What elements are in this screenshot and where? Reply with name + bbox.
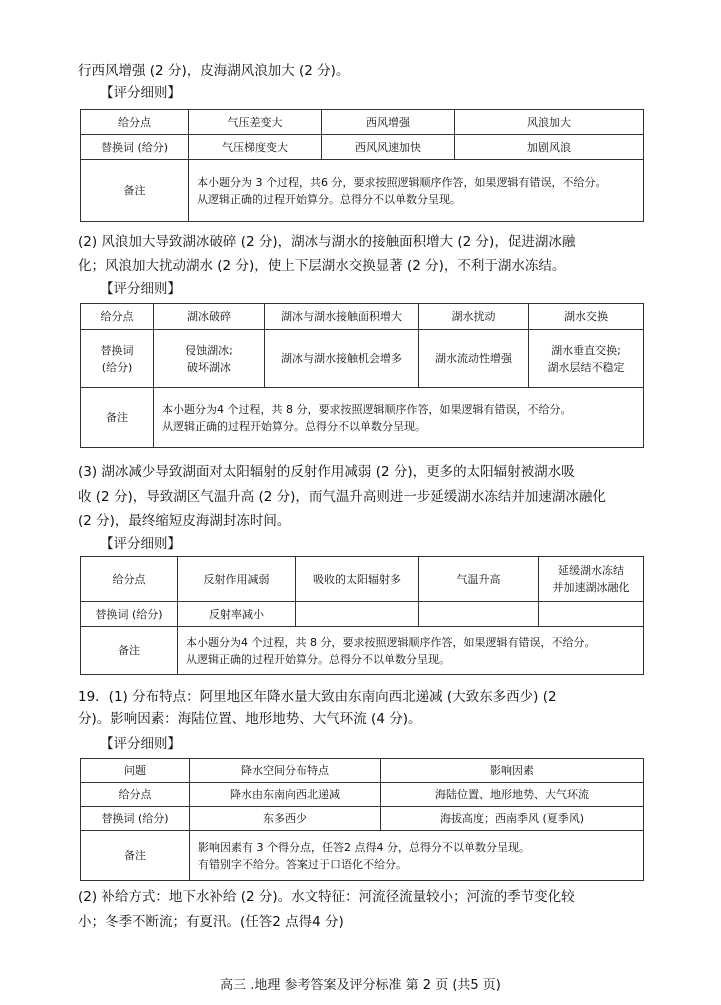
note-line: 从逻辑正确的过程开始算分。总得分不以单数分呈现。	[186, 652, 450, 666]
table-cell	[539, 557, 644, 602]
scoring-table-2	[80, 303, 644, 448]
table-cell: 湖冰与湖水接触机会增多	[265, 330, 419, 388]
note-label: 备注	[81, 831, 190, 881]
paragraph-line: (3) 湖冰减少导致湖面对太阳辐射的反射作用减弱 (2 分)，更多的太阳辐射被湖水吸	[78, 464, 575, 480]
table-cell: 海拔高度；西南季风 (夏季风)	[381, 807, 644, 831]
table-cell	[419, 602, 539, 627]
scoring-heading-3: 【评分细则】	[100, 536, 181, 552]
page-footer: 高三 .地理 参考答案及评分标准 第 2 页 (共5 页)	[220, 978, 501, 993]
table-cell: 给分点	[81, 783, 190, 807]
table-cell: 湖水交换	[529, 304, 644, 330]
cell-line: 延缓湖水冻结	[558, 564, 624, 577]
table-cell: 湖水扰动	[419, 304, 529, 330]
table-cell: 加剧风浪	[455, 135, 644, 160]
note-line: 本小题分为 3 个过程，共6 分，要求按照逻辑顺序作答，如果逻辑有错误，不给分。	[197, 175, 607, 189]
paragraph-line: 收 (2 分)，导致湖区气温升高 (2 分)，而气温升高则进一步延缓湖水冻结并加速湖冰融化	[78, 489, 606, 505]
paragraph-line: (2 分)，最终缩短皮海湖封冻时间。	[78, 513, 291, 529]
note-label: 备注	[81, 160, 189, 222]
table-cell: 东多西少	[190, 807, 381, 831]
table-cell: 湖冰与湖水接触面积增大	[265, 304, 419, 330]
scoring-heading-4: 【评分细则】	[100, 736, 181, 752]
table-cell: 给分点	[81, 110, 189, 135]
table-cell: 反射率减小	[178, 602, 296, 627]
table-cell: 替换词 (给分)	[81, 807, 190, 831]
paragraph-line: 化；风浪加大扰动湖水 (2 分)，使上下层湖水交换显著 (2 分)，不利于湖水冻结。	[78, 258, 566, 274]
note-label: 备注	[81, 627, 178, 675]
table-cell	[81, 330, 154, 388]
table-cell: 海陆位置、地形地势、大气环流	[381, 783, 644, 807]
scoring-table-3	[80, 556, 644, 675]
note-line: 本小题分为4 个过程，共 8 分，要求按照逻辑顺序作答，如果逻辑有错误，不给分。	[186, 635, 596, 649]
note-line: 有错别字不给分。答案过于口语化不给分。	[198, 857, 407, 871]
paragraph-line: 19．(1) 分布特点：阿里地区年降水量大致由东南向西北递减 (大致东多西少) (2	[78, 689, 557, 705]
note-line: 影响因素有 3 个得分点，任答2 点得4 分，总得分不以单数分呈现。	[198, 840, 530, 854]
table-cell: 西风风速加快	[322, 135, 455, 160]
note-text	[154, 388, 644, 448]
table-cell: 降水空间分布特点	[190, 759, 381, 783]
cell-line: (给分)	[101, 360, 133, 374]
table-cell	[529, 330, 644, 388]
note-line: 从逻辑正确的过程开始算分。总得分不以单数分呈现。	[162, 419, 426, 433]
intro-line: 行西风增强 (2 分)，皮海湖风浪加大 (2 分)。	[78, 63, 350, 79]
table-cell: 给分点	[81, 557, 178, 602]
cell-line: 替换词	[100, 343, 134, 357]
table-cell: 吸收的太阳辐射多	[296, 557, 419, 602]
table-cell: 风浪加大	[455, 110, 644, 135]
table-cell: 反射作用减弱	[178, 557, 296, 602]
table-cell: 替换词 (给分)	[81, 602, 178, 627]
cell-line: 并加速湖冰融化	[552, 581, 630, 594]
cell-line: 湖水垂直交换;	[551, 343, 621, 357]
table-cell: 给分点	[81, 304, 154, 330]
table-cell: 湖冰破碎	[154, 304, 265, 330]
note-label: 备注	[81, 388, 154, 448]
paragraph-line: 分)。影响因素：海陆位置、地形地势、大气环流 (4 分)。	[78, 711, 422, 727]
table-cell: 西风增强	[322, 110, 455, 135]
cell-line: 湖水层结不稳定	[547, 360, 625, 374]
note-text	[190, 831, 644, 881]
note-text	[178, 627, 644, 675]
note-line: 从逻辑正确的过程开始算分。总得分不以单数分呈现。	[197, 192, 461, 206]
scoring-table-4	[80, 758, 644, 881]
note-line: 本小题分为4 个过程，共 8 分，要求按照逻辑顺序作答，如果逻辑有错误，不给分。	[162, 402, 572, 416]
table-cell	[539, 602, 644, 627]
cell-line: 侵蚀湖冰;	[185, 343, 233, 357]
table-cell: 降水由东南向西北递减	[190, 783, 381, 807]
table-cell: 气压差变大	[189, 110, 322, 135]
table-cell: 气温升高	[419, 557, 539, 602]
scoring-heading-1: 【评分细则】	[100, 85, 181, 101]
table-cell: 替换词 (给分)	[81, 135, 189, 160]
cell-line: 破坏湖冰	[187, 360, 231, 374]
table-cell: 湖水流动性增强	[419, 330, 529, 388]
note-text	[189, 160, 644, 222]
table-cell	[154, 330, 265, 388]
table-cell: 气压梯度变大	[189, 135, 322, 160]
table-cell: 影响因素	[381, 759, 644, 783]
table-cell: 问题	[81, 759, 190, 783]
paragraph-line: (2) 风浪加大导致湖冰破碎 (2 分)，湖冰与湖水的接触面积增大 (2 分)，促进湖冰融	[78, 234, 576, 250]
paragraph-line: 小；冬季不断流；有夏汛。(任答2 点得4 分)	[78, 914, 344, 930]
table-cell	[296, 602, 419, 627]
scoring-table-1	[80, 109, 644, 222]
scoring-heading-2: 【评分细则】	[100, 281, 181, 297]
paragraph-line: (2) 补给方式：地下水补给 (2 分)。水文特征：河流径流量较小；河流的季节变化较	[78, 889, 575, 905]
